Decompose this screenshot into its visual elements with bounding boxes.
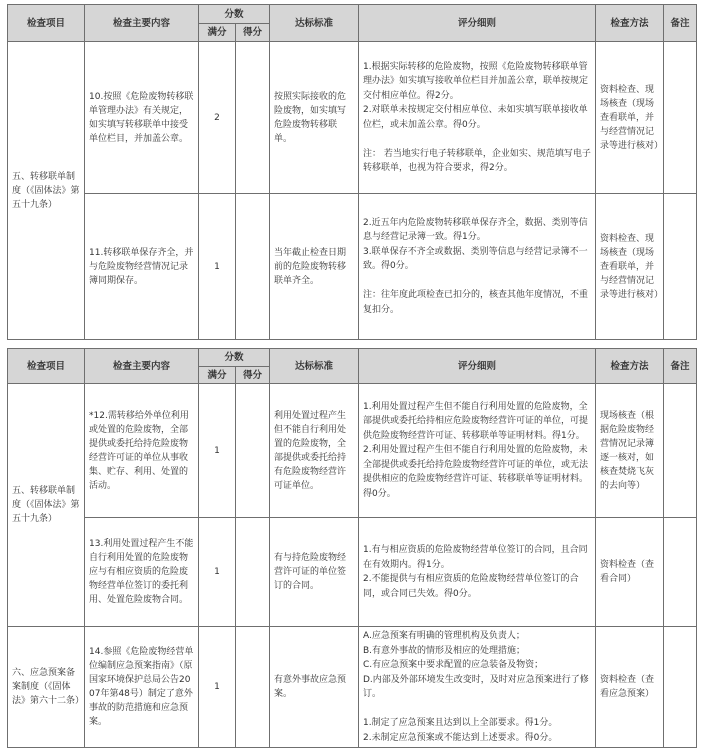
inspection-table-1	[7, 4, 697, 340]
note-cell	[664, 627, 697, 748]
header-score: 分数	[199, 349, 270, 367]
detail-cell: 1.有与相应资质的危险废物经营单位签订的合同，且合同在有效期内。得1分。 2.不能提供与有相应资质的危险废物经营单位签订的合同，或合同已失效。得0分。	[359, 518, 596, 627]
score-cell	[236, 194, 270, 340]
table-row	[8, 42, 697, 194]
score-cell	[236, 518, 270, 627]
header-method: 检查方法	[596, 5, 664, 42]
header-content: 检查主要内容	[85, 349, 199, 384]
score-cell	[236, 627, 270, 748]
table-row	[8, 518, 697, 627]
header-content: 检查主要内容	[85, 5, 199, 42]
header-got: 得分	[236, 367, 270, 384]
method-cell: 现场核查（根据危险废物经营情况记录簿逐一核对，如核查焚烧飞灰的去向等）	[596, 384, 664, 518]
header-item: 检查项目	[8, 5, 85, 42]
detail-cell: 2.近五年内危险废物转移联单保存齐全，数据、类别等信息与经营记录簿一致。得1分。 3.联单保存不齐全或数据、类别等信息与经营记录簿不一致。得0分。 注：往年度此项检查已扣分的，核查其他年度情况，不重复扣分。	[359, 194, 596, 340]
note-cell	[664, 518, 697, 627]
note-cell	[664, 42, 697, 194]
method-cell: 资料检查、现场核查（现场查看联单，并与经营情况记录等进行核对）	[596, 194, 664, 340]
table-row	[8, 194, 697, 340]
table-row	[8, 384, 697, 518]
header-score: 分数	[199, 5, 270, 24]
header-detail: 评分细则	[359, 5, 596, 42]
header-method: 检查方法	[596, 349, 664, 384]
header-full: 满分	[199, 367, 236, 384]
score-cell	[236, 42, 270, 194]
header-full: 满分	[199, 24, 236, 42]
method-cell: 资料检查（查看应急预案）	[596, 627, 664, 748]
full-score-cell: 1	[199, 194, 236, 340]
method-cell: 资料检查（查看合同）	[596, 518, 664, 627]
detail-cell: 1.利用处置过程产生但不能自行利用处置的危险废物，全部提供或委托给持相应危险废物经营许可证的单位，可提供危险废物经营许可证、转移联单等证明材料。得1分。 2.利用处置过程产生但不能自行利用处置的危险废物，未全部提供或委托给持危险废物经营许可证的单位，或无法提供相应的危险废物经营许可证、转移联单等证明材料。得0分。	[359, 384, 596, 518]
standard-cell: 有意外事故应急预案。	[270, 627, 359, 748]
content-cell: *12.需转移给外单位利用或处置的危险废物，全部提供或委托给持危险废物经营许可证的单位从事收集、贮存、利用、处置的活动。	[85, 384, 199, 518]
header-detail: 评分细则	[359, 349, 596, 384]
full-score-cell: 1	[199, 627, 236, 748]
header-standard: 达标标准	[270, 349, 359, 384]
content-cell: 11.转移联单保存齐全，并与危险废物经营情况记录簿同期保存。	[85, 194, 199, 340]
header-standard: 达标标准	[270, 5, 359, 42]
content-cell: 13.利用处置过程产生不能自行利用处置的危险废物应与有相应资质的危险废物经营单位签订的委托利用、处置危险废物合同。	[85, 518, 199, 627]
header-item: 检查项目	[8, 349, 85, 384]
header-note: 备注	[664, 5, 697, 42]
note-cell	[664, 384, 697, 518]
header-note: 备注	[664, 349, 697, 384]
method-cell: 资料检查、现场核查（现场查看联单，并与经营情况记录等进行核对）	[596, 42, 664, 194]
inspection-table-2	[7, 348, 697, 748]
inspection-item: 五、转移联单制度（《固体法》第五十九条）	[8, 42, 85, 340]
standard-cell: 利用处置过程产生但不能自行利用处置的危险废物，全部提供或委托给持有危险废物经营许可证单位。	[270, 384, 359, 518]
detail-cell: A.应急预案有明确的管理机构及负责人； B.有意外事故的情形及相应的处理措施； C.有应急预案中要求配置的应急装备及物资； D.内部及外部环境发生改变时，及时对应急预案进行了修订。 1.制定了应急预案且达到以上全部要求。得1分。 2.未制定应急预案或不能达到上述要求。得0分。	[359, 627, 596, 748]
note-cell	[664, 194, 697, 340]
full-score-cell: 1	[199, 518, 236, 627]
table-row	[8, 627, 697, 748]
inspection-item: 六、应急预案备案制度（《固体法》第六十二条）	[8, 627, 85, 748]
standard-cell: 有与持危险废物经营许可证的单位签订的合同。	[270, 518, 359, 627]
standard-cell: 当年截止检查日期前的危险废物转移联单齐全。	[270, 194, 359, 340]
full-score-cell: 2	[199, 42, 236, 194]
full-score-cell: 1	[199, 384, 236, 518]
detail-cell: 1.根据实际转移的危险废物，按照《危险废物转移联单管理办法》如实填写接收单位栏目并加盖公章，联单按规定交付相应单位。得2分。 2.对联单未按规定交付相应单位、未如实填写联单接收单位栏，或未加盖公章。得0分。 注： 若当地实行电子转移联单，企业如实、规范填写电子转移联单，也视为符合要求，得2分。	[359, 42, 596, 194]
content-cell: 14.参照《危险废物经营单位编制应急预案指南》（原国家环境保护总局公告2007年第48号）制定了意外事故的防范措施和应急预案。	[85, 627, 199, 748]
header-got: 得分	[236, 24, 270, 42]
inspection-item: 五、转移联单制度（《固体法》第五十九条）	[8, 384, 85, 627]
content-cell: 10.按照《危险废物转移联单管理办法》有关规定，如实填写转移联单中接受单位栏目，并加盖公章。	[85, 42, 199, 194]
score-cell	[236, 384, 270, 518]
standard-cell: 按照实际接收的危险废物，如实填写危险废物转移联单。	[270, 42, 359, 194]
